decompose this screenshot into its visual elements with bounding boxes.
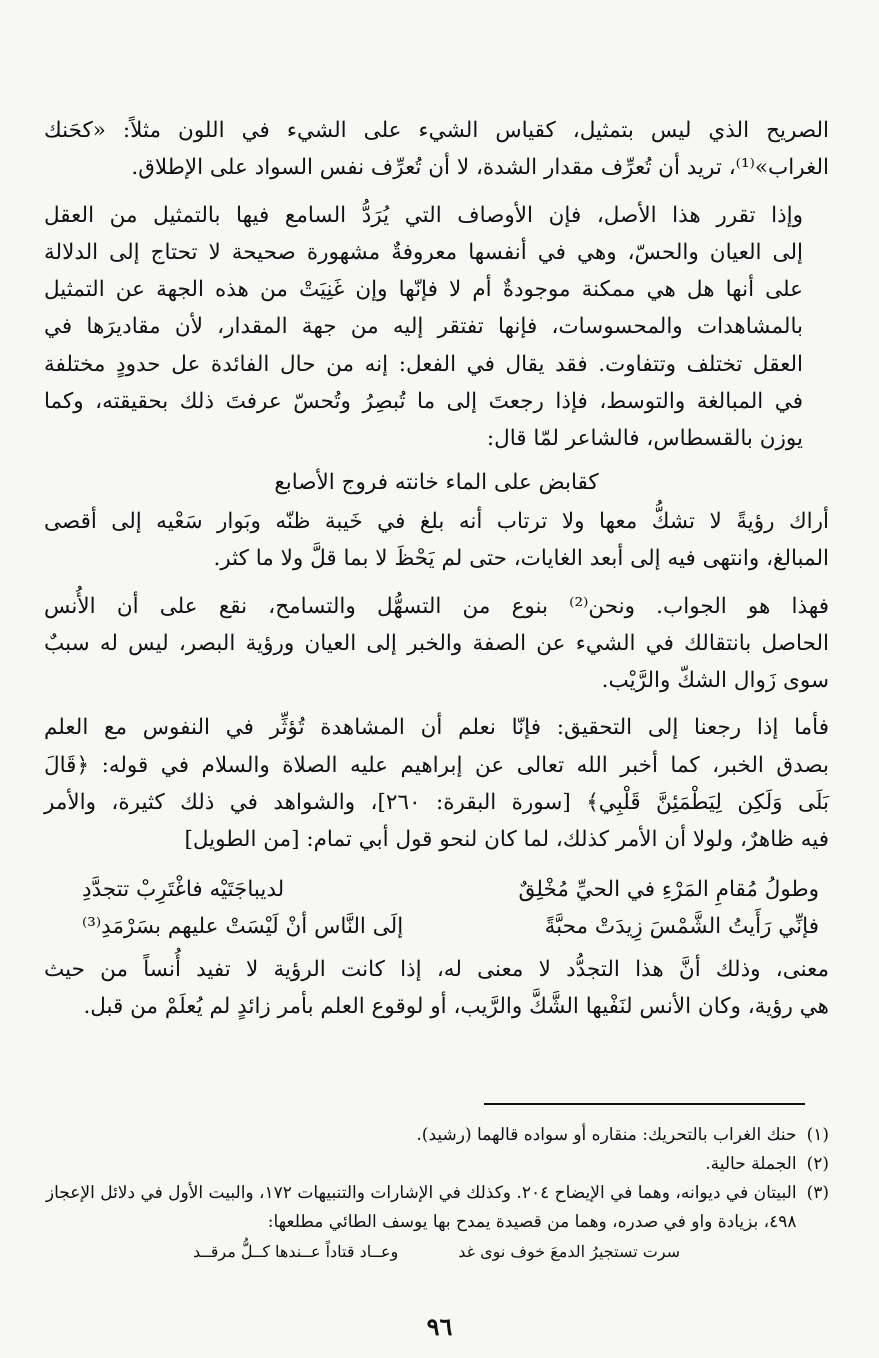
verse-line: كقابض على الماء خانته فروج الأصابع (274, 469, 599, 495)
paragraph-6 (44, 951, 829, 1026)
text-line: فهذا هو الجواب. ونحن⁽²⁾ بنوع من التسهُّل والتسامح، نقع على أن الأُنس (44, 593, 829, 619)
text-line: سوى زَوال الشكّ والرَّيْب. (601, 668, 829, 694)
paragraph-1 (44, 112, 829, 187)
text-line: بالمشاهدات والمحسوسات، فإنها تفتقر إليه من جهة المقدار، لأن مقاديرَها في (44, 314, 803, 340)
hemistich-second: إلَى النَّاس أنْ لَيْسَتْ عليهم بسَرْمَدِ⁽³⁾ (82, 913, 404, 939)
footnote-number: (١) (806, 1125, 829, 1145)
page-number: ٩٦ (426, 1312, 453, 1341)
text-line: الصريح الذي ليس بتمثيل، كقياس الشيء على الشيء في اللون مثلاً: «كحَنك (44, 118, 829, 143)
text-line: الحاصل بانتقالك في الشيء عن الصفة والخبر إلى العيان ورؤية البصر، ليس له سببٌ (44, 630, 829, 656)
paragraph-5 (44, 709, 829, 858)
footnotes (44, 1121, 829, 1266)
text-line: فيه ظاهرٌ، ولولا أن الأمر كذلك، لما كان لنحو قول أبي تمام: [من الطويل] (184, 827, 829, 853)
paragraph-3 (44, 503, 829, 578)
couplet (44, 908, 829, 945)
hemistich-first: سرت تستجيرُ الدمعَ خوف نوى غد (458, 1242, 681, 1261)
footnote-number: (٢) (806, 1154, 829, 1174)
text-line: بصدق الخبر، كما أخبر الله تعالى عن إبراهيم عليه الصلاة والسلام في قوله: ﴿قَالَ (44, 752, 829, 778)
hemistich-first: فإنِّي رَأَيتُ الشَّمْسَ زِيدَتْ محبَّةً (544, 913, 819, 939)
text-line: العقل تختلف وتتفاوت. فقد يقال في الفعل: إنه من حال الفائدة عل حدودٍ مختلفة (44, 351, 803, 377)
text-line: الغراب»⁽¹⁾، تريد أن تُعرِّف مقدار الشدة، لا أن تُعرِّف نفس السواد على الإطلاق. (131, 155, 829, 181)
main-text (44, 112, 829, 1025)
text-line: بَلَى وَلَكِن لِيَطْمَئِنَّ قَلْبِي﴾ [سورة البقرة: ٢٦٠]، والشواهد في ذلك كثيرة، والأمر (44, 790, 829, 816)
paragraph-4 (44, 588, 829, 700)
text-line: فأما إذا رجعنا إلى التحقيق: فإنّا نعلم أن المشاهدة تُؤثِّر في النفوس مع العلم (44, 715, 829, 741)
text-line: أراك رؤيةً لا تشكُّ معها ولا ترتاب أنه بلغ في خَيبة ظنّه وبَوار سَعْيه إلى أقصى (44, 508, 829, 534)
footnote (44, 1150, 829, 1179)
footnote-divider (484, 1103, 805, 1105)
text-line: المبالغ، وانتهى فيه إلى أبعد الغايات، حتى لم يَحْظَ لا بما قلَّ ولا ما كثر. (213, 546, 829, 572)
text-line: معنى، وذلك أنَّ هذا التجدُّد لا معنى له، إذا كانت الرؤية لا تفيد أُنساً من حيث (44, 956, 829, 982)
hemistich-first: وطولُ مُقامِ المَرْءِ في الحيِّ مُخْلِقٌ (518, 876, 819, 902)
footnote-verse (44, 1237, 829, 1266)
text-line: يوزن بالقسطاس، فالشاعر لمّا قال: (486, 426, 803, 452)
footnote-text: الجملة حالية. (705, 1154, 797, 1174)
couplet (44, 871, 829, 908)
hemistich-second: لديباجَتَيْه فاغْتَرِبْ تتجدَّدِ (82, 876, 285, 902)
footnote-number: (٣) (806, 1183, 829, 1203)
text-line: في المبالغة والتوسط، فإذا رجعتَ إلى ما تُبصِرُ وتُحسّ عرفتَ ذلك بحقيقته، وكما (44, 389, 803, 415)
paragraph-2 (44, 197, 829, 458)
footnote-text: حنك الغراب بالتحريك: منقاره أو سواده قالهما (رشيد). (416, 1125, 797, 1145)
footnote (44, 1179, 829, 1237)
text-line: إلى العيان والحسّ، وهي في أنفسها معروفةٌ مشهورة صحيحة لا تحتاج إلى الدلالة (44, 239, 803, 265)
poem-couplets (44, 871, 829, 945)
text-line: على أنها هل هي ممكنة موجودةٌ أم لا فإنّها وإن غَنِيَتْ من هذه الجهة عن التمثيل (44, 277, 803, 303)
footnote (44, 1121, 829, 1150)
hemistich-second: وعــاد قتاداً عــندها كــلُّ مرقــد (192, 1242, 399, 1261)
text-line: وإذا تقرر هذا الأصل، فإن الأوصاف التي يُرَدُّ السامع فيها بالتمثيل من العقل (44, 202, 803, 228)
text-line: هي رؤية، وكان الأنس لنَفْيها الشَّكَّ والرَّيب، أو لوقوع العلم بأمر زائدٍ لم يُعلَمْ من قبل. (83, 993, 829, 1019)
footnote-text: البيتان في ديوانه، وهما في الإيضاح ٢٠٤. وكذلك في الإشارات والتنبيهات ١٧٢، والبيت الأول في دلائل الإعجاز ٤٩٨، بزيادة واو في صدره، وهما من قصيدة يمدح بها يوسف الطائي مطلعها: (45, 1183, 797, 1232)
